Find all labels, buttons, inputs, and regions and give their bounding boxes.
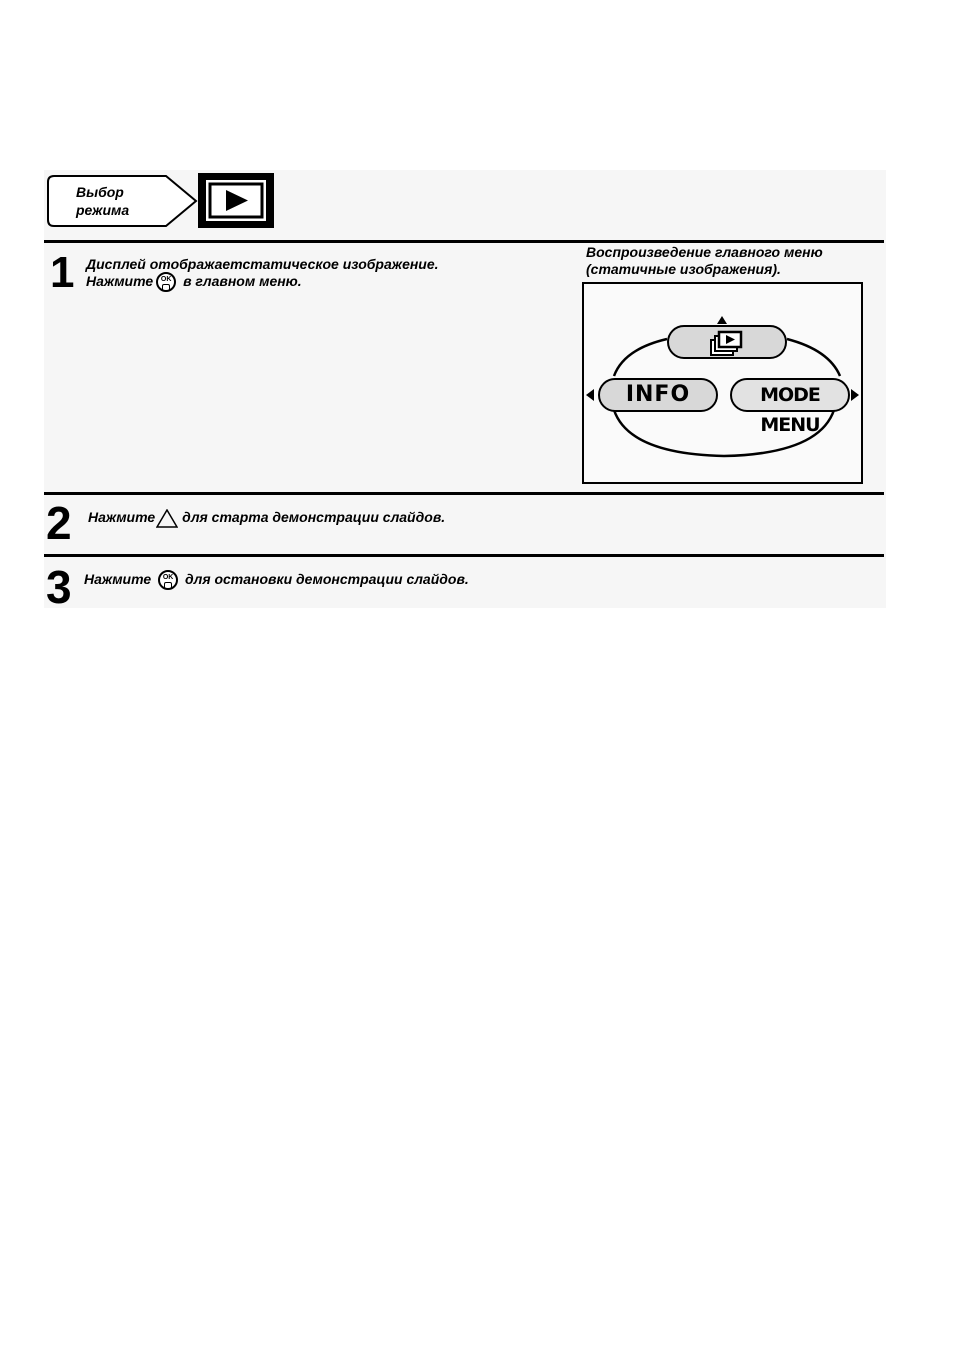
ok-button-bar: [164, 582, 172, 589]
screen-caption: [586, 244, 823, 278]
step-3-number: 3: [46, 561, 72, 613]
slideshow-menu-item: [667, 325, 787, 359]
step-3-after-text: для остановки демонстрации слайдов.: [184, 571, 469, 587]
camera-screen-illustration: [582, 282, 863, 484]
ok-button-icon: [156, 272, 176, 292]
up-triangle-icon: [156, 509, 178, 528]
step-2-text: [88, 508, 445, 528]
step-2-divider: [44, 492, 884, 495]
mode-selector-tab: [46, 174, 198, 228]
step-1-divider: [44, 240, 884, 243]
step-3-text: [84, 570, 469, 590]
slideshow-icon: [707, 328, 747, 358]
step-1-press-text: Нажмите: [86, 273, 154, 289]
left-arrow-icon: [586, 389, 594, 401]
up-arrow-icon: [717, 316, 727, 324]
ok-button-bar: [162, 284, 170, 291]
mode-selector-label: [76, 183, 129, 219]
ok-label: OK: [160, 276, 172, 284]
step-2-number: 2: [46, 497, 72, 549]
step-1-after-text: в главном меню.: [183, 273, 302, 289]
step-3-press-text: Нажмите: [84, 571, 152, 587]
playback-mode-icon: [198, 173, 274, 228]
mode-menu-item: MODE MENU: [730, 378, 850, 412]
playback-icon: [198, 173, 274, 228]
right-arrow-icon: [851, 389, 859, 401]
ok-button-icon: [158, 570, 178, 590]
screen-caption-line2: (статичные изображения).: [586, 261, 781, 277]
info-menu-item: INFO: [598, 378, 718, 412]
step-2-after-text: для старта демонстрации слайдов.: [182, 509, 446, 525]
step-1-line2: [86, 272, 302, 292]
mode-selector-label-line1: Выбор: [76, 184, 124, 200]
ok-label: OK: [162, 574, 174, 582]
step-2-press-text: Нажмите: [88, 509, 156, 525]
step-1-number: 1: [50, 248, 75, 297]
step-3-divider: [44, 554, 884, 557]
mode-selector-label-line2: режима: [76, 202, 130, 218]
step-1-line1: Дисплей отображаетстатическое изображение.: [86, 256, 439, 272]
screen-caption-line1: Воспроизведение главного меню: [586, 244, 823, 260]
